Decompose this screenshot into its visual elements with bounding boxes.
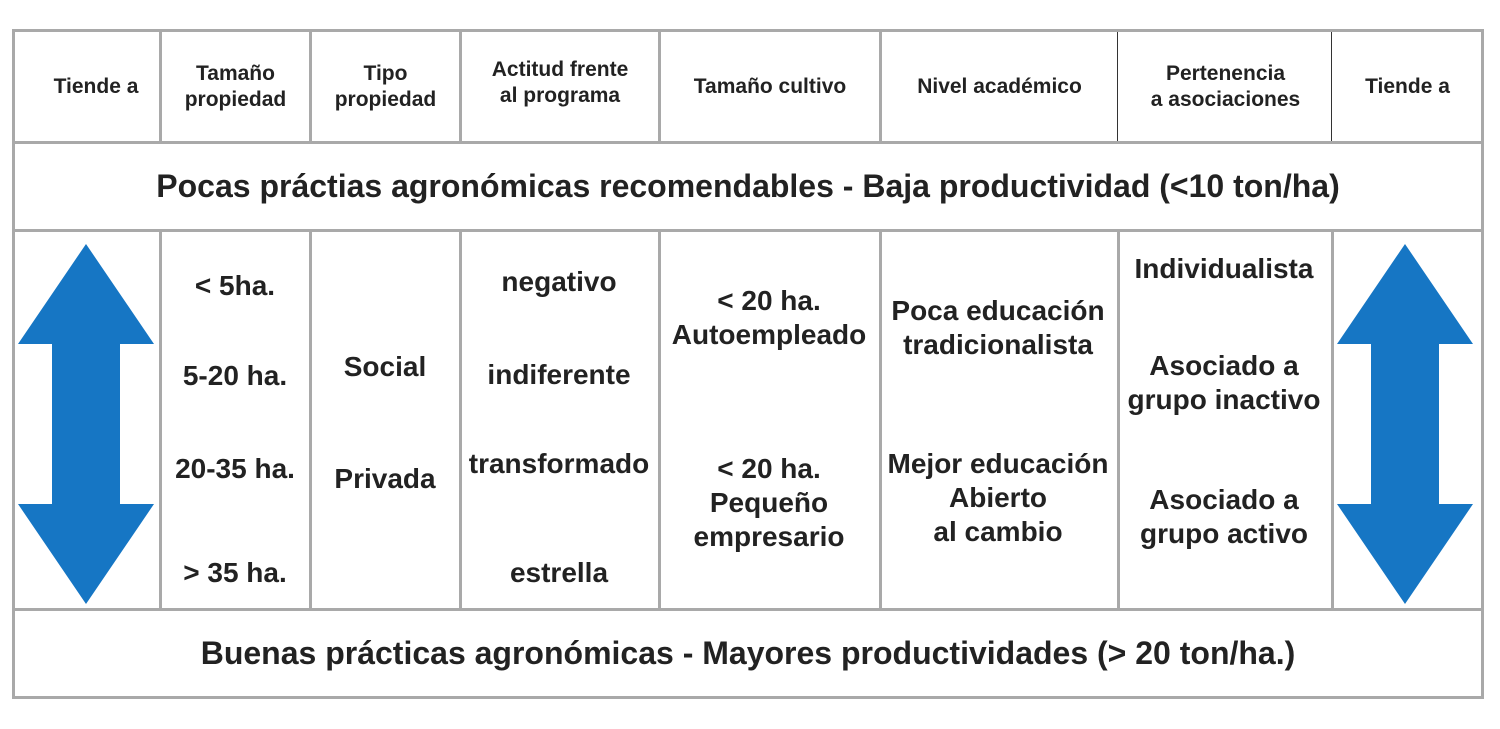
actitud-item: indiferente: [487, 359, 631, 390]
divider: [459, 229, 462, 608]
double-arrow-vertical-icon: [18, 244, 154, 604]
actitud-item: negativo: [501, 266, 617, 297]
header-tipo-propiedad: Tipo propiedad: [334, 62, 437, 111]
divider: [1331, 229, 1334, 608]
header-tamano-propiedad: Tamaño propiedad: [184, 62, 287, 111]
tipo-propiedad-item: Social: [343, 351, 427, 382]
divider: [159, 229, 162, 608]
header-tamano-cultivo: Tamaño cultivo: [693, 74, 847, 98]
divider: [879, 229, 882, 608]
divider: [1117, 229, 1120, 608]
actitud-item: transformado: [468, 448, 650, 479]
pertenencia-item: Individualista: [1134, 253, 1314, 284]
header-tiende-a-left: Tiende a: [53, 74, 139, 98]
divider: [1117, 32, 1118, 141]
arrow-shape: [1337, 244, 1473, 604]
top-banner: Pocas práctias agronómicas recomendables - Baja productividad (<10 ton/ha): [156, 168, 1340, 204]
divider: [15, 229, 1481, 232]
tamano-propiedad-item: 20-35 ha.: [175, 453, 295, 484]
header-tiende-a-right: Tiende a: [1365, 74, 1450, 98]
tipo-propiedad-item: Privada: [334, 463, 436, 494]
actitud-item: estrella: [509, 557, 609, 588]
header-actitud: Actitud frente al programa: [491, 58, 629, 107]
comparison-table: [12, 29, 1484, 699]
tamano-propiedad-item: 5-20 ha.: [182, 360, 288, 391]
nivel-academico-item: Mejor educación Abierto al cambio: [887, 448, 1109, 548]
divider: [1331, 32, 1332, 141]
divider: [309, 229, 312, 608]
nivel-academico-item: Poca educación tradicionalista: [891, 295, 1105, 361]
tamano-cultivo-item: < 20 ha. Pequeño empresario: [693, 453, 845, 553]
double-arrow-vertical-icon: [1337, 244, 1473, 604]
bottom-banner: Buenas prácticas agronómicas - Mayores productividades (> 20 ton/ha.): [200, 635, 1296, 671]
pertenencia-item: Asociado a grupo activo: [1139, 484, 1309, 550]
tamano-propiedad-item: < 5ha.: [194, 270, 276, 301]
tamano-propiedad-item: > 35 ha.: [183, 557, 287, 588]
arrow-shape: [18, 244, 154, 604]
tamano-cultivo-item: < 20 ha. Autoempleado: [671, 285, 867, 351]
header-pertenencia: Pertenencia a asociaciones: [1150, 62, 1301, 111]
divider: [658, 229, 661, 608]
pertenencia-item: Asociado a grupo inactivo: [1127, 350, 1321, 416]
header-nivel-academico: Nivel académico: [917, 74, 1082, 98]
